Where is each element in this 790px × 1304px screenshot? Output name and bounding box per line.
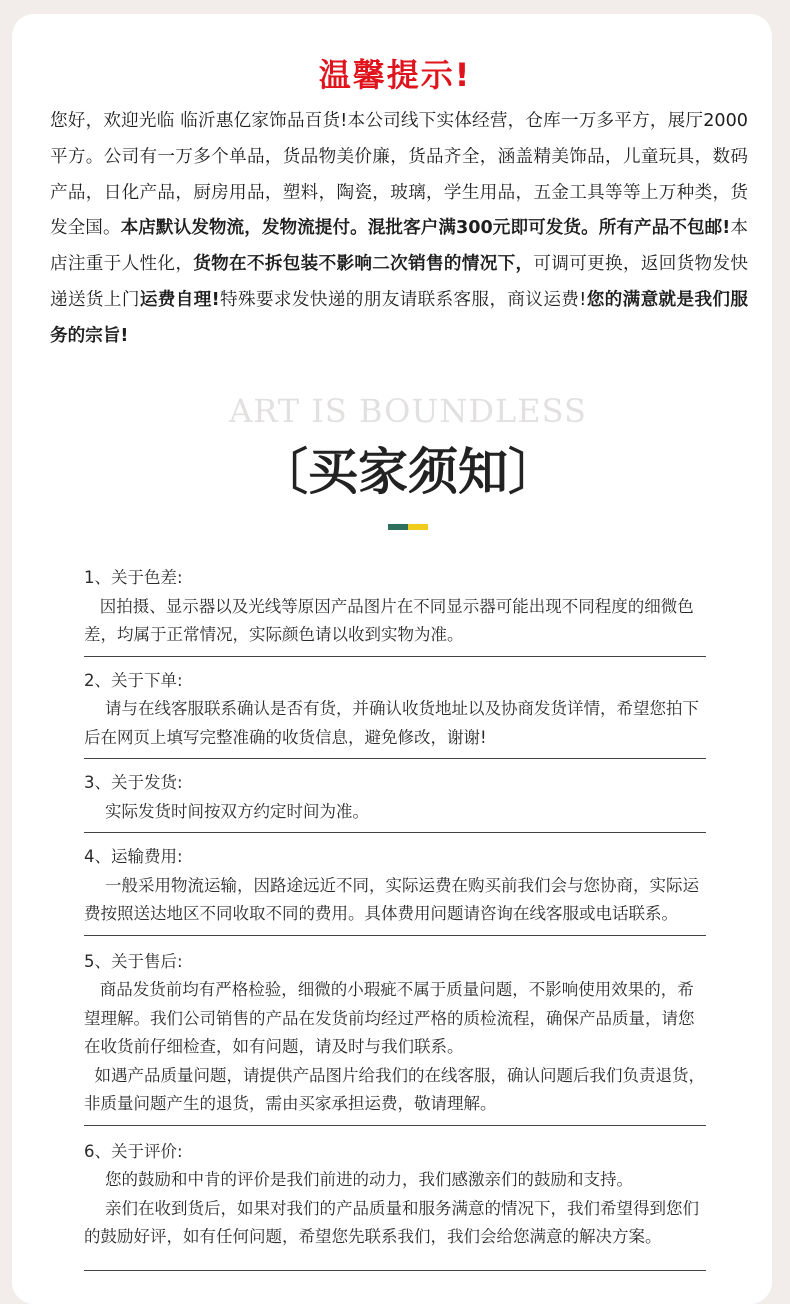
- notice-title: 温馨提示!: [318, 56, 472, 94]
- notice-bold-1: 本店默认发物流，发物流提付。混批客户满300元即可发货。所有产品不包邮!: [120, 218, 731, 239]
- notice-section: [84, 657, 706, 760]
- notice-sections: [84, 556, 706, 1271]
- notice-bold-2: 货物在不拆包装不影响二次销售的情况下，: [193, 254, 534, 275]
- notice-text-2: 本店注重于人性化，: [50, 218, 748, 275]
- section-paragraph: 实际发货时间按双方约定时间为准。: [84, 801, 369, 821]
- notice-section: [84, 936, 706, 1126]
- section-heading: 2、关于下单:: [84, 670, 183, 690]
- section-paragraph: 因拍摄、显示器以及光线等原因产品图片在不同显示器可能出现不同程度的细微色差，均属于正常情况，实际颜色请以收到实物为准。: [84, 596, 694, 644]
- section-paragraph: 如遇产品质量问题，请提供产品图片给我们的在线客服，确认问题后我们负责退货，非质量问题产生的退货，需由买家承担运费，敬请理解。: [84, 1065, 705, 1113]
- section-paragraph: 请与在线客服联系确认是否有货，并确认收货地址以及协商发货详情，希望您拍下后在网页上填写完整准确的收货信息，避免修改，谢谢!: [84, 699, 699, 747]
- notice-section: [84, 556, 706, 657]
- section-heading: 3、关于发货:: [84, 773, 183, 792]
- notice-body: [50, 104, 748, 355]
- notice-bold-3: 运费自理!: [139, 289, 220, 310]
- section-paragraph: 亲们在收到货后，如果对我们的产品质量和服务满意的情况下，我们希望得到您们的鼓励好评，如有任何问题，希望您先联系我们，我们会给您满意的解决方案。: [84, 1198, 699, 1246]
- notice-text-1: 您好，欢迎光临 临沂惠亿家饰品百货!本公司线下实体经营，仓库一万多平方，展厅2000平方。公司有一万多个单品，货品物美价廉，货品齐全，涵盖精美饰品，儿童玩具，数码产品，日化产品，厨房用品，塑料，陶瓷，玻璃，学生用品，五金工具等等上万种类，货发全国。: [50, 111, 748, 239]
- notice-text-3: 可调可更换，返回货物发快递送货上门: [50, 254, 748, 310]
- notice-section: [84, 1126, 706, 1271]
- art-subtitle: ART IS BOUNDLESS: [229, 392, 587, 430]
- buyer-notice-heading: 〔买家须知〕: [258, 442, 558, 501]
- section-heading: 6、关于评价:: [84, 1141, 183, 1161]
- notice-section: [84, 833, 706, 936]
- section-heading: 4、运输费用:: [84, 847, 183, 866]
- accent-bar-green: [388, 524, 408, 530]
- notice-text-4: 特殊要求发快递的朋友请联系客服，商议运费!: [219, 289, 587, 310]
- section-heading: 1、关于色差:: [84, 568, 183, 587]
- section-paragraph: 商品发货前均有严格检验，细微的小瑕疵不属于质量问题，不影响使用效果的，希望理解。我们公司销售的产品在发货前均经过严格的质检流程，确保产品质量，请您在收货前仔细检查，如有问题，请及时与我们联系。: [84, 980, 695, 1056]
- section-heading: 5、关于售后:: [84, 951, 183, 971]
- section-paragraph: 您的鼓励和中肯的评价是我们前进的动力，我们感激亲们的鼓励和支持。: [84, 1170, 633, 1189]
- accent-bar-yellow: [408, 524, 428, 530]
- notice-bold-4: 您的满意就是我们服务的宗旨!: [50, 289, 748, 346]
- section-paragraph: 一般采用物流运输，因路途远近不同，实际运费在购买前我们会与您协商，实际运费按照送达地区不同收取不同的费用。具体费用问题请咨询在线客服或电话联系。: [84, 875, 699, 923]
- notice-section: [84, 759, 706, 833]
